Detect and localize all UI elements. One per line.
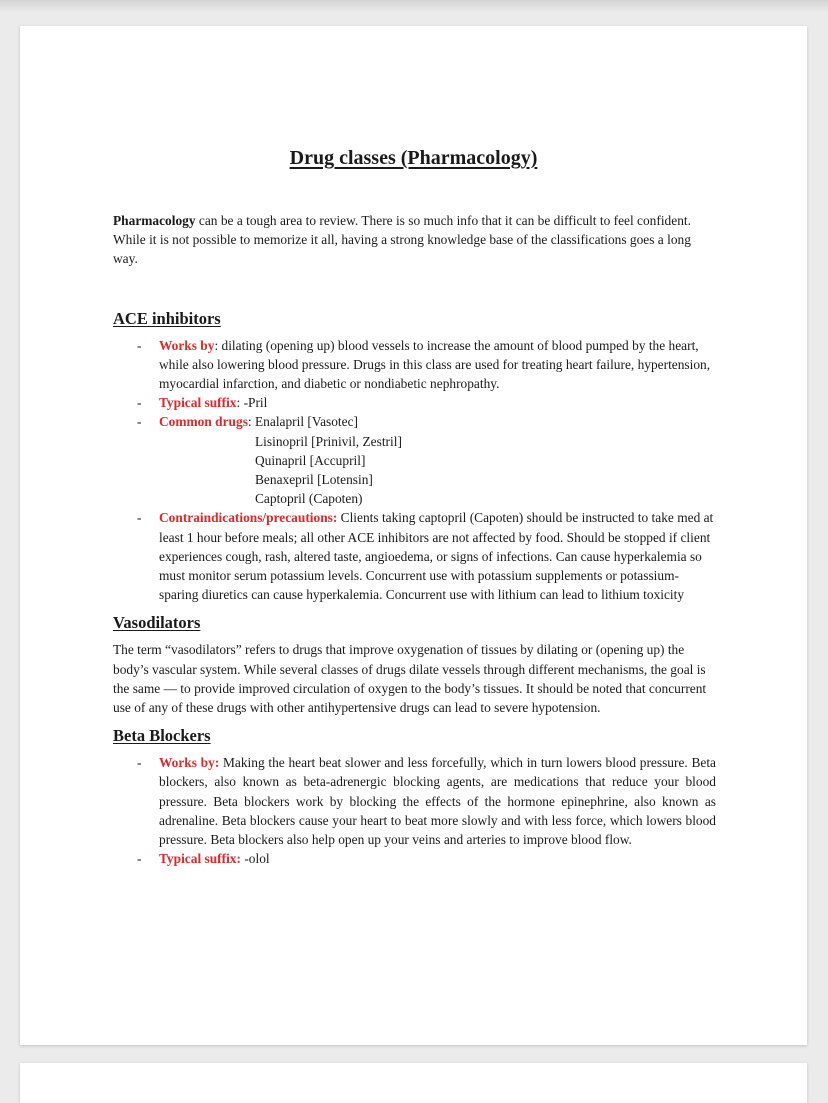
drug-item: Enalapril [Vasotec]	[255, 414, 358, 430]
typical-suffix-label: Typical suffix:	[159, 851, 241, 867]
section-heading-ace-inhibitors: ACE inhibitors	[113, 308, 221, 328]
vasodilators-paragraph: The term “vasodilators” refers to drugs that improve oxygenation of tissues by dilating or (opening up) the body’s vascular system. While several classes of drugs dilate vessels through different mechanisms, the goal is the same — to provide improved circulation of oxygen to the body’s tissues. It should be noted that concurrent use of any of these drugs with other antihypertensive drugs can lead to severe hypotension.	[113, 642, 707, 716]
works-by-label: Works by	[159, 337, 215, 353]
typical-suffix-text: : -Pril	[236, 395, 268, 411]
page-title: Drug classes (Pharmacology)	[289, 147, 538, 169]
document-body	[113, 211, 716, 868]
common-drugs-sep: :	[247, 414, 255, 430]
drug-item: Captopril (Capoten)	[255, 491, 363, 507]
list-item	[159, 849, 716, 868]
section-heading-beta-blockers: Beta Blockers	[113, 726, 211, 746]
list-item	[159, 393, 716, 412]
typical-suffix-label: Typical suffix	[159, 395, 237, 411]
list-item	[159, 508, 716, 604]
works-by-label: Works by:	[159, 755, 220, 771]
common-drugs-list	[255, 412, 402, 508]
viewer-top-bar	[0, 0, 828, 12]
next-page[interactable]	[20, 1063, 807, 1103]
common-drugs-label: Common drugs	[159, 414, 248, 430]
intro-paragraph	[113, 211, 716, 269]
section-heading-vasodilators: Vasodilators	[113, 613, 201, 633]
drug-item: Quinapril [Accupril]	[255, 452, 366, 468]
list-item	[159, 753, 716, 849]
drug-item: Lisinopril [Prinivil, Zestril]	[255, 433, 402, 449]
intro-text: can be a tough area to review. There is so much info that it can be difficult to feel confident. While it is not possible to memorize it all, having a strong knowledge base of the classifications goes a long way.	[113, 213, 691, 267]
beta-bullet-list	[113, 753, 716, 868]
drug-item: Benaxepril [Lotensin]	[255, 472, 373, 488]
list-item	[159, 412, 716, 508]
list-item	[159, 336, 716, 394]
works-by-text: : dilating (opening up) blood vessels to increase the amount of blood pumped by the heart, while also lowering blood pressure. Drugs in this class are used for treating heart failure, hypertension, myocardial infarction, and diabetic or nondiabetic nephropathy.	[159, 337, 711, 392]
ace-bullet-list	[113, 336, 716, 605]
document-page[interactable]	[20, 26, 807, 1045]
intro-bold-term: Pharmacology	[113, 213, 196, 228]
works-by-text: Making the heart beat slower and less forcefully, which in turn lowers blood pressure. Beta blockers, also known as beta-adrenergic blocking agents, are medications that reduce your blood pressure. Beta blockers work by blocking the effects of the hormone epinephrine, also known as adrenaline. Beta blockers cause your heart to beat more slowly and with less force, which lowers blood pressure. Beta blockers also help open up your veins and arteries to improve blood flow.	[159, 755, 716, 848]
typical-suffix-text: -olol	[240, 851, 270, 867]
contraindications-label: Contraindications/precautions:	[159, 510, 338, 526]
contraindications-text: Clients taking captopril (Capoten) should be instructed to take med at least 1 hour before meals; all other ACE inhibitors are not affected by food. Should be stopped if client experiences cough, rash, altered taste, angioedema, or signs of infections. Can cause hyperkalemia so must monitor serum potassium levels. Concurrent use with potassium supplements or potassium-sparing diuretics can cause hyperkalemia. Concurrent use with lithium can lead to lithium toxicity	[159, 510, 714, 603]
